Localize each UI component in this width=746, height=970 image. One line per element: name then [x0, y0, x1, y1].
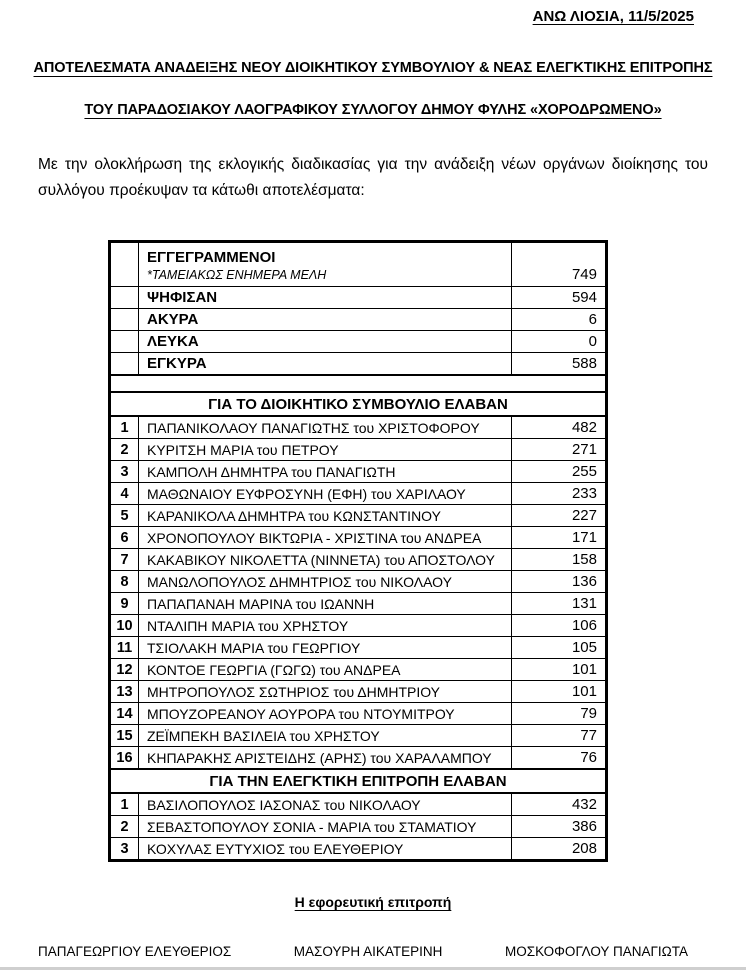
results-table — [108, 240, 608, 862]
candidate-votes: 79 — [512, 703, 607, 725]
candidate-rank: 11 — [110, 637, 139, 659]
candidate-name: ΚΑΚΑΒΙΚΟΥ ΝΙΚΟΛΕΤΤΑ (ΝΙΝΝΕΤΑ) του ΑΠΟΣΤΟΛΟΥ — [139, 549, 512, 571]
table-row — [110, 527, 607, 549]
registered-label: ΕΓΓΕΓΡΑΜΜΕΝΟΙ — [147, 249, 276, 266]
summary-value: 6 — [512, 309, 607, 331]
candidate-votes: 233 — [512, 483, 607, 505]
table-row — [110, 593, 607, 615]
candidate-votes: 106 — [512, 615, 607, 637]
table-row — [110, 615, 607, 637]
candidate-rank: 7 — [110, 549, 139, 571]
committee-member-3: ΜΟΣΚΟΦΟΓΛΟΥ ΠΑΝΑΓΙΩΤΑ — [504, 944, 688, 959]
candidate-rank: 1 — [110, 416, 139, 439]
table-row — [110, 703, 607, 725]
candidate-votes: 227 — [512, 505, 607, 527]
candidate-rank: 3 — [110, 461, 139, 483]
candidate-rank: 3 — [110, 838, 139, 861]
candidate-name: ΚΟΧΥΛΑΣ ΕΥΤΥΧΙΟΣ του ΕΛΕΥΘΕΡΙΟΥ — [139, 838, 512, 861]
candidate-votes: 101 — [512, 681, 607, 703]
table-row — [110, 637, 607, 659]
candidate-votes: 432 — [512, 793, 607, 816]
candidate-name: ΚΑΡΑΝΙΚΟΛΑ ΔΗΜΗΤΡΑ του ΚΩΝΣΤΑΝΤΙΝΟΥ — [139, 505, 512, 527]
candidate-name: ΜΠΟΥΖΟΡΕΑΝΟΥ ΑΟΥΡΟΡΑ του ΝΤΟΥΜΙΤΡΟΥ — [139, 703, 512, 725]
row-index-cell — [110, 309, 139, 331]
candidate-rank: 6 — [110, 527, 139, 549]
table-row — [110, 816, 607, 838]
spacer-cell — [110, 375, 607, 392]
committee-title: Η εφορευτική επιτροπή — [294, 894, 452, 910]
table-row — [110, 681, 607, 703]
candidate-votes: 136 — [512, 571, 607, 593]
candidate-rank: 2 — [110, 439, 139, 461]
row-index-cell — [110, 242, 139, 287]
candidate-name: ΚΑΜΠΟΛΗ ΔΗΜΗΤΡΑ του ΠΑΝΑΓΙΩΤΗ — [139, 461, 512, 483]
table-row — [110, 725, 607, 747]
candidate-rank: 5 — [110, 505, 139, 527]
candidate-name: ΖΕΪΜΠΕΚΗ ΒΑΣΙΛΕΙΑ του ΧΡΗΣΤΟΥ — [139, 725, 512, 747]
candidate-name: ΜΗΤΡΟΠΟΥΛΟΣ ΣΩΤΗΡΙΟΣ του ΔΗΜΗΤΡΙΟΥ — [139, 681, 512, 703]
candidate-rank: 13 — [110, 681, 139, 703]
row-index-cell — [110, 353, 139, 376]
summary-label: ΑΚΥΡΑ — [139, 309, 512, 331]
committee-member-1: ΠΑΠΑΓΕΩΡΓΙΟΥ ΕΛΕΥΘΕΡΙΟΣ — [38, 944, 232, 959]
audit-section-title: ΓΙΑ ΤΗΝ ΕΛΕΓΚΤΙΚΗ ΕΠΙΤΡΟΠΗ ΕΛΑΒΑΝ — [110, 769, 607, 793]
candidate-votes: 158 — [512, 549, 607, 571]
candidate-votes: 77 — [512, 725, 607, 747]
candidate-name: ΜΑΝΩΛΟΠΟΥΛΟΣ ΔΗΜΗΤΡΙΟΣ του ΝΙΚΟΛΑΟΥ — [139, 571, 512, 593]
candidate-votes: 386 — [512, 816, 607, 838]
row-index-cell — [110, 287, 139, 309]
summary-value: 588 — [512, 353, 607, 376]
summary-label: ΛΕΥΚΑ — [139, 331, 512, 353]
summary-row-invalid — [110, 309, 607, 331]
candidate-name: ΧΡΟΝΟΠΟΥΛΟΥ ΒΙΚΤΩΡΙΑ - ΧΡΙΣΤΙΝΑ του ΑΝΔΡΕΑ — [139, 527, 512, 549]
candidate-name: ΝΤΑΛΙΠΗ ΜΑΡΙΑ του ΧΡΗΣΤΟΥ — [139, 615, 512, 637]
table-row — [110, 659, 607, 681]
candidate-rank: 10 — [110, 615, 139, 637]
committee-member-2: ΜΑΣΟΥΡΗ ΑΙΚΑΤΕΡΙΝΗ — [293, 944, 443, 959]
summary-row-blank — [110, 331, 607, 353]
candidate-name: ΣΕΒΑΣΤΟΠΟΥΛΟΥ ΣΟΝΙΑ - ΜΑΡΙΑ του ΣΤΑΜΑΤΙΟΥ — [139, 816, 512, 838]
document-title-line1: ΑΠΟΤΕΛΕΣΜΑΤΑ ΑΝΑΔΕΙΞΗΣ ΝΕΟΥ ΔΙΟΙΚΗΤΙΚΟΥ ΣΥΜΒΟΥΛΙΟΥ & ΝΕΑΣ ΕΛΕΓΚΤΙΚΗΣ ΕΠΙΤΡΟΠΗΣ — [33, 60, 713, 76]
candidate-votes: 171 — [512, 527, 607, 549]
table-row — [110, 483, 607, 505]
row-index-cell — [110, 331, 139, 353]
candidate-votes: 131 — [512, 593, 607, 615]
table-row — [110, 461, 607, 483]
candidate-name: ΚΗΠΑΡΑΚΗΣ ΑΡΙΣΤΕΙΔΗΣ (ΑΡΗΣ) του ΧΑΡΑΛΑΜΠΟΥ — [139, 747, 512, 770]
candidate-votes: 255 — [512, 461, 607, 483]
summary-label: ΨΗΦΙΣΑΝ — [139, 287, 512, 309]
summary-row-registered — [110, 242, 607, 287]
table-row — [110, 549, 607, 571]
table-row — [110, 505, 607, 527]
audit-section-header — [110, 769, 607, 793]
candidate-votes: 105 — [512, 637, 607, 659]
candidate-votes: 208 — [512, 838, 607, 861]
registered-note: *ΤΑΜΕΙΑΚΩΣ ΕΝΗΜΕΡΑ ΜΕΛΗ — [147, 268, 327, 282]
committee-members-row — [0, 944, 746, 959]
board-section-title: ΓΙΑ ΤΟ ΔΙΟΙΚΗΤΙΚΟ ΣΥΜΒΟΥΛΙΟ ΕΛΑΒΑΝ — [110, 392, 607, 416]
date-location-line: ΑΝΩ ΛΙΟΣΙΑ, 11/5/2025 — [532, 8, 694, 25]
candidate-rank: 14 — [110, 703, 139, 725]
candidate-name: ΠΑΠΑΠΑΝΑΗ ΜΑΡΙΝΑ του ΙΩΑΝΝΗ — [139, 593, 512, 615]
candidate-votes: 271 — [512, 439, 607, 461]
candidate-rank: 12 — [110, 659, 139, 681]
summary-label: ΕΓΚΥΡΑ — [139, 353, 512, 376]
candidate-rank: 4 — [110, 483, 139, 505]
document-title-line2: ΤΟΥ ΠΑΡΑΔΟΣΙΑΚΟΥ ΛΑΟΓΡΑΦΙΚΟΥ ΣΥΛΛΟΓΟΥ ΔΗΜΟΥ ΦΥΛΗΣ «ΧΟΡΟΔΡΩΜΕΝΟ» — [84, 102, 662, 118]
summary-row-voted — [110, 287, 607, 309]
table-row — [110, 416, 607, 439]
candidate-name: ΠΑΠΑΝΙΚΟΛΑΟΥ ΠΑΝΑΓΙΩΤΗΣ του ΧΡΙΣΤΟΦΟΡΟΥ — [139, 416, 512, 439]
candidate-votes: 76 — [512, 747, 607, 770]
candidate-rank: 16 — [110, 747, 139, 770]
candidate-rank: 8 — [110, 571, 139, 593]
candidate-votes: 482 — [512, 416, 607, 439]
table-row — [110, 838, 607, 861]
spacer-row — [110, 375, 607, 392]
table-row — [110, 439, 607, 461]
summary-value: 594 — [512, 287, 607, 309]
candidate-votes: 101 — [512, 659, 607, 681]
candidate-name: ΒΑΣΙΛΟΠΟΥΛΟΣ ΙΑΣΟΝΑΣ του ΝΙΚΟΛΑΟΥ — [139, 793, 512, 816]
candidate-rank: 9 — [110, 593, 139, 615]
table-row — [110, 793, 607, 816]
candidate-name: ΚΥΡΙΤΣΗ ΜΑΡΙΑ του ΠΕΤΡΟΥ — [139, 439, 512, 461]
candidate-rank: 1 — [110, 793, 139, 816]
intro-paragraph: Με την ολοκλήρωση της εκλογικής διαδικασίας για την ανάδειξη νέων οργάνων διοίκησης του συλλόγου προέκυψαν τα κάτωθι αποτελέσματα: — [38, 156, 708, 199]
candidate-rank: 15 — [110, 725, 139, 747]
board-section-header — [110, 392, 607, 416]
registered-value: 749 — [512, 242, 607, 287]
candidate-name: ΤΣΙΟΛΑΚΗ ΜΑΡΙΑ του ΓΕΩΡΓΙΟΥ — [139, 637, 512, 659]
summary-row-valid — [110, 353, 607, 376]
candidate-name: ΜΑΘΩΝΑΙΟΥ ΕΥΦΡΟΣΥΝΗ (ΕΦΗ) του ΧΑΡΙΛΑΟΥ — [139, 483, 512, 505]
candidate-name: ΚΟΝΤΟΕ ΓΕΩΡΓΙΑ (ΓΩΓΩ) του ΑΝΔΡΕΑ — [139, 659, 512, 681]
table-row — [110, 747, 607, 770]
summary-value: 0 — [512, 331, 607, 353]
registered-label-cell — [139, 242, 512, 287]
table-row — [110, 571, 607, 593]
candidate-rank: 2 — [110, 816, 139, 838]
